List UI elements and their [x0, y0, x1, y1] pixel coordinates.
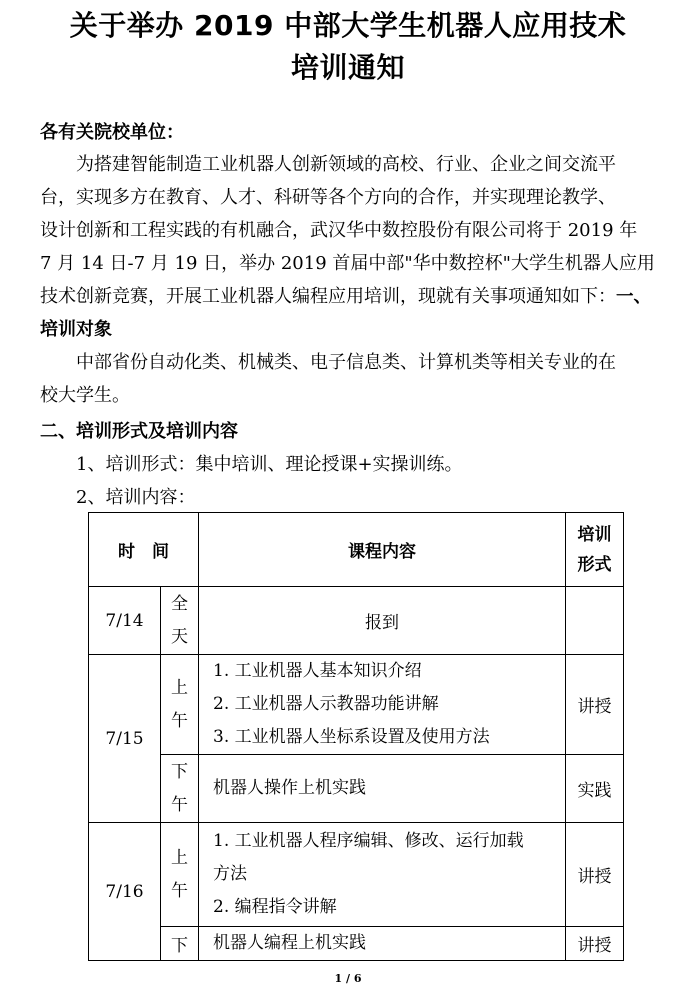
- row-content: 机器人操作上机实践: [199, 755, 566, 823]
- row-period: 下午: [161, 755, 199, 823]
- header-time: 时 间: [89, 513, 199, 587]
- schedule-table: [88, 512, 624, 961]
- intro-line-3: 设计创新和工程实践的有机融合，武汉华中数控股份有限公司将于 2019 年: [40, 220, 638, 241]
- row-form: 讲授: [566, 655, 624, 755]
- document-title-line-1: 关于举办 2019 中部大学生机器人应用技术: [69, 9, 627, 42]
- row-period: 上午: [161, 823, 199, 927]
- row-form: [566, 587, 624, 655]
- row-content: [199, 655, 566, 755]
- section2-item-1: 1、培训形式：集中培训、理论授课+实操训练。: [76, 454, 463, 475]
- row-date: 7/16: [89, 823, 161, 961]
- section2-heading: 二、培训形式及培训内容: [40, 421, 238, 442]
- table-row: [89, 823, 624, 927]
- table-row: [89, 755, 624, 823]
- intro-line-1: 为搭建智能制造工业机器人创新领域的高校、行业、企业之间交流平: [76, 154, 616, 175]
- row-date: 7/15: [89, 655, 161, 823]
- intro-line-5-text: 技术创新竞赛，开展工业机器人编程应用培训，现就有关事项通知如下：: [40, 286, 616, 307]
- section1-line-2: 校大学生。: [40, 385, 130, 406]
- row-content: 机器人编程上机实践: [199, 927, 566, 961]
- table-header-row: [89, 513, 624, 587]
- document-title-line-2: 培训通知: [290, 51, 405, 84]
- section1-line-1: 中部省份自动化类、机械类、电子信息类、计算机类等相关专业的在: [76, 352, 616, 373]
- section2-item-2: 2、培训内容：: [76, 487, 196, 508]
- row-form: 讲授: [566, 927, 624, 961]
- row-period: 全天: [161, 587, 199, 655]
- section1-number: 一、: [616, 287, 651, 307]
- intro-line-4: 7 月 14 日-7 月 19 日，举办 2019 首届中部"华中数控杯"大学生机器人应用: [40, 253, 655, 274]
- intro-line-2: 台，实现多方在教育、人才、科研等各个方向的合作，并实现理论教学、: [40, 187, 616, 208]
- row-form: 实践: [566, 755, 624, 823]
- salutation: 各有关院校单位：: [40, 122, 184, 143]
- table-row: [89, 587, 624, 655]
- content-item: 2. 编程指令讲解: [213, 897, 337, 917]
- table-row: [89, 927, 624, 961]
- content-item: 3. 工业机器人坐标系设置及使用方法: [213, 727, 490, 747]
- intro-line-5: [40, 280, 651, 314]
- content-item: 1. 工业机器人程序编辑、修改、运行加载: [213, 831, 524, 851]
- content-item: 2. 工业机器人示教器功能讲解: [213, 694, 439, 714]
- page-number: 1 / 6: [334, 972, 362, 985]
- content-item: 方法: [213, 864, 247, 884]
- row-period: 上午: [161, 655, 199, 755]
- table-row: [89, 655, 624, 755]
- row-content: [199, 823, 566, 927]
- row-form: 讲授: [566, 823, 624, 927]
- section1-heading: 培训对象: [40, 319, 112, 340]
- header-content: 课程内容: [199, 513, 566, 587]
- header-form: 培训形式: [566, 513, 624, 587]
- content-item: 1. 工业机器人基本知识介绍: [213, 661, 422, 681]
- row-date: 7/14: [89, 587, 161, 655]
- row-period: 下: [161, 927, 199, 961]
- row-content: 报到: [199, 587, 566, 655]
